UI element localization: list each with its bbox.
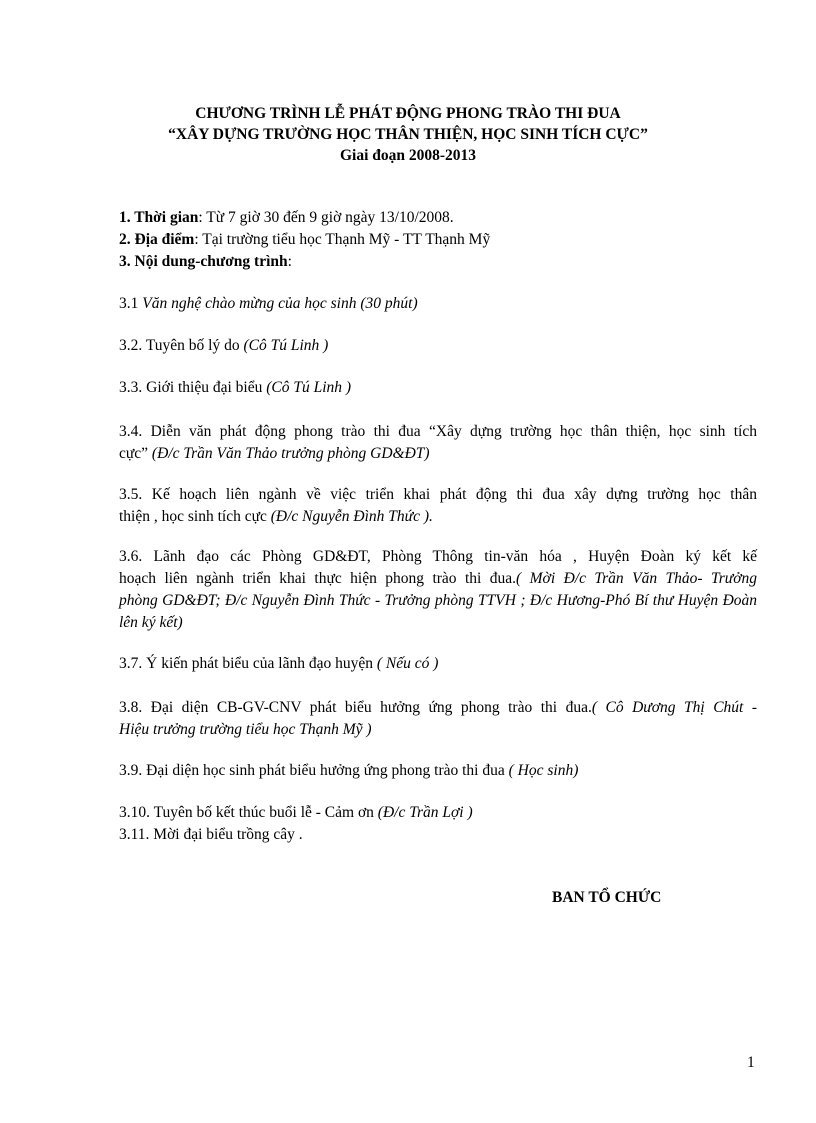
item-3-11-text: 3.11. Mời đại biểu trồng cây . <box>119 826 303 843</box>
item-3-3-text: 3.3. Giới thiệu đại biểu <box>119 379 267 396</box>
item-3-9-note: ( Học sinh) <box>508 762 579 779</box>
item-3-1-number: 3.1 <box>119 295 143 312</box>
item-3-2-text: 3.2. Tuyên bố lý do <box>119 337 244 354</box>
item-3-6-line2 <box>119 568 757 590</box>
campaign-name: “XÂY DỰNG TRƯỜNG HỌC THÂN THIỆN, HỌC SINH TÍCH CỰC” <box>168 126 648 143</box>
time-label: 1. Thời gian <box>119 209 199 226</box>
item-3-8-note: ( Cô Dương Thị Chút - <box>591 699 758 716</box>
item-3-6-line2-text: hoạch liên ngành triển khai thực hiện phong trào thi đua. <box>119 570 517 587</box>
item-3-6-line4: Huyện Đoàn lên ký kết) <box>119 592 758 631</box>
place-line <box>119 229 757 251</box>
item-3-5-line2 <box>119 506 757 528</box>
time-value: : Từ 7 giờ 30 đến 9 giờ ngày 13/10/2008. <box>198 209 454 226</box>
item-3-7-note: ( Nếu có ) <box>376 655 439 672</box>
item-3-10-note: (Đ/c Trần Lợi ) <box>377 804 473 821</box>
item-3-5-line2-text: thiện , học sinh tích cực <box>119 508 271 525</box>
item-3-3 <box>119 377 757 399</box>
item-3-8 <box>119 697 757 741</box>
item-3-1 <box>119 293 757 315</box>
place-label: 2. Địa điểm <box>119 231 195 248</box>
item-3-6 <box>119 546 757 634</box>
item-3-4-line2 <box>119 443 757 465</box>
period: Giai đoạn 2008-2013 <box>339 147 477 164</box>
page-number: 1 <box>747 1054 755 1071</box>
item-3-5-line1: 3.5. Kế hoạch liên ngành về việc triển khai phát động thi đua xây dựng trường học thân <box>119 486 757 503</box>
item-3-8-line1 <box>119 697 757 719</box>
item-3-9 <box>119 760 757 782</box>
item-3-6-line3: phòng GD&ĐT; Đ/c Nguyễn Đình Thức - Trưởng phòng TTVH ; Đ/c Hương-Phó Bí thư <box>119 592 674 609</box>
item-3-8-line2: Hiệu trưởng trường tiểu học Thạnh Mỹ ) <box>119 721 372 738</box>
item-3-8-line1-text: 3.8. Đại diện CB-GV-CNV phát biểu hưởng ứng phong trào thi đua. <box>119 699 592 716</box>
document-title: CHƯƠNG TRÌNH LỄ PHÁT ĐỘNG PHONG TRÀO THI ĐUA <box>195 105 621 122</box>
item-3-7 <box>119 653 757 675</box>
item-3-10 <box>119 802 757 824</box>
item-3-10-text: 3.10. Tuyên bố kết thúc buổi lễ - Cảm ơn <box>119 804 378 821</box>
organizer-signature: BAN TỔ CHỨC <box>552 889 662 906</box>
item-3-4-note: (Đ/c Trần Văn Thảo trưởng phòng GD&ĐT) <box>151 445 430 462</box>
item-3-11 <box>119 824 757 846</box>
place-value: : Tại trường tiểu học Thạnh Mỹ - TT Thạnh Mỹ <box>194 231 491 248</box>
item-3-3-note: (Cô Tú Linh ) <box>266 379 352 396</box>
item-3-2-note: (Cô Tú Linh ) <box>243 337 329 354</box>
item-3-5 <box>119 484 757 528</box>
item-3-2 <box>119 335 757 357</box>
item-3-6-line1: 3.6. Lãnh đạo các Phòng GD&ĐT, Phòng Thông tin-văn hóa , Huyện Đoàn ký kết kế <box>119 548 757 565</box>
item-3-9-text: 3.9. Đại diện học sinh phát biểu hưởng ứng phong trào thi đua <box>119 762 509 779</box>
item-3-7-text: 3.7. Ý kiến phát biểu của lãnh đạo huyện <box>119 655 377 672</box>
content-label: 3. Nội dung-chương trình <box>119 253 288 270</box>
item-3-6-note: ( Mời Đ/c Trần Văn Thảo- Trưởng <box>516 570 757 587</box>
content-line <box>119 251 757 273</box>
item-3-5-note: (Đ/c Nguyễn Đình Thức ). <box>270 508 433 525</box>
item-3-4 <box>119 421 757 465</box>
item-3-4-line1: 3.4. Diễn văn phát động phong trào thi đua “Xây dựng trường học thân thiện, học sinh tích <box>119 423 757 440</box>
time-line <box>119 207 757 229</box>
content-colon: : <box>287 253 292 270</box>
item-3-1-text: Văn nghệ chào mừng của học sinh (30 phút) <box>142 295 418 312</box>
item-3-4-line2-text: cực” <box>119 445 152 462</box>
